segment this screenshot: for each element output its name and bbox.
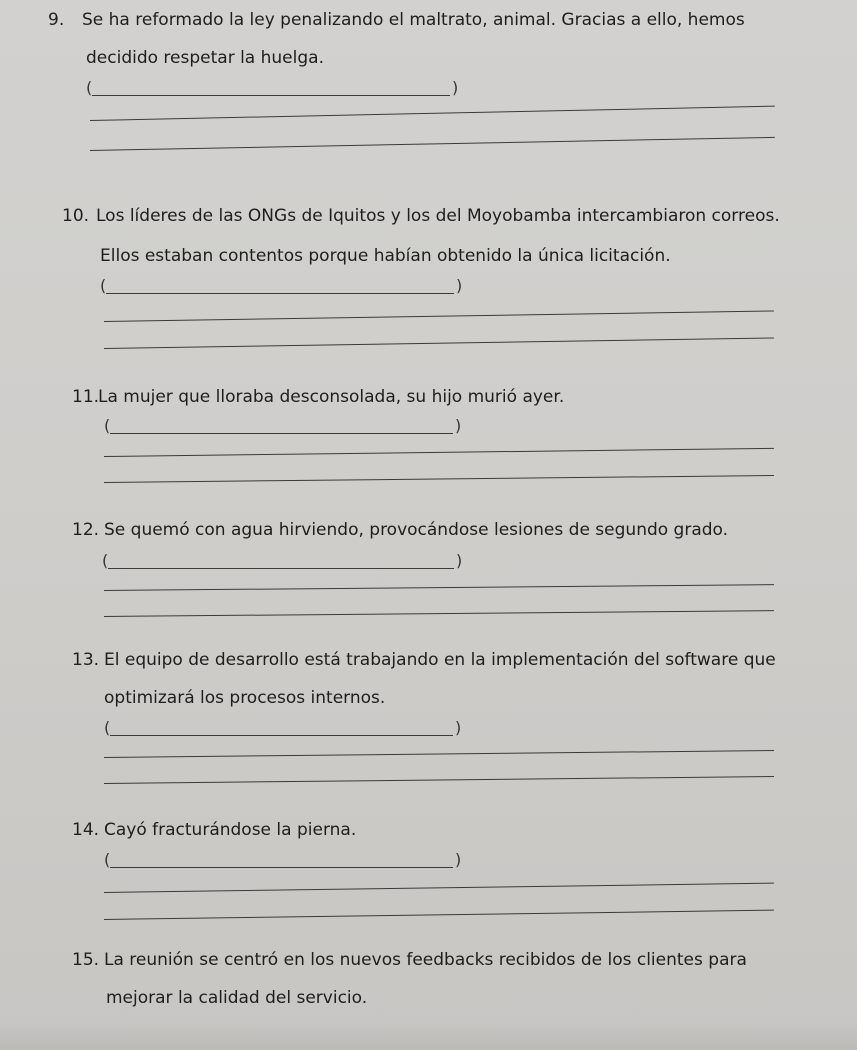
exercise-9-answer-line-2[interactable]: [90, 137, 775, 151]
open-paren: (: [104, 416, 111, 435]
exercise-13-line-1: El equipo de desarrollo está trabajando en la implementación del software que: [104, 650, 776, 670]
exercise-13-answer-line-2[interactable]: [104, 776, 774, 784]
exercise-10-line-1: Los líderes de las ONGs de Iquitos y los del Moyobamba intercambiaron correos.: [96, 206, 780, 226]
close-paren: ): [455, 850, 462, 869]
exercise-14-line-1: Cayó fracturándose la pierna.: [104, 820, 357, 840]
exercise-10-number: 10.: [62, 206, 90, 226]
exercise-9-answer-line-1[interactable]: [90, 106, 775, 121]
exercise-9-bracket-answer[interactable]: [86, 80, 466, 100]
exercise-13-number: 13.: [72, 650, 100, 670]
exercise-12-number: 12.: [72, 520, 100, 540]
close-paren: ): [456, 276, 463, 295]
exercise-11-number: 11.: [72, 387, 100, 407]
exercise-11-bracket-answer[interactable]: [104, 418, 469, 438]
exercise-14-number: 14.: [72, 820, 100, 840]
bracket-blank: [110, 867, 453, 868]
bracket-blank: [108, 568, 454, 569]
bracket-blank: [110, 735, 453, 736]
exercise-13-answer-line-1[interactable]: [104, 750, 774, 758]
exercise-12-answer-line-2[interactable]: [104, 610, 774, 617]
close-paren: ): [456, 551, 463, 570]
exercise-11-line-1: La mujer que lloraba desconsolada, su hijo murió ayer.: [98, 387, 565, 407]
bracket-blank: [110, 433, 453, 434]
exercise-15-line-1: La reunión se centró en los nuevos feedbacks recibidos de los clientes para: [104, 950, 747, 970]
exercise-12-bracket-answer[interactable]: [102, 553, 470, 573]
exercise-14-answer-line-1[interactable]: [104, 883, 774, 893]
exercise-10-answer-line-2[interactable]: [104, 337, 774, 349]
exercise-9-line-1: Se ha reformado la ley penalizando el maltrato, animal. Gracias a ello, hemos: [82, 10, 745, 30]
exercise-9-line-2: decidido respetar la huelga.: [86, 48, 324, 68]
exercise-10-bracket-answer[interactable]: [100, 278, 470, 298]
close-paren: ): [455, 416, 462, 435]
exercise-14-answer-line-2[interactable]: [104, 910, 774, 920]
open-paren: (: [86, 78, 93, 97]
open-paren: (: [102, 551, 109, 570]
open-paren: (: [104, 718, 111, 737]
open-paren: (: [104, 850, 111, 869]
exercise-15-number: 15.: [72, 950, 100, 970]
exercise-12-line-1: Se quemó con agua hirviendo, provocándose lesiones de segundo grado.: [104, 520, 729, 540]
close-paren: ): [455, 718, 462, 737]
exercise-10-answer-line-1[interactable]: [104, 310, 774, 322]
open-paren: (: [100, 276, 107, 295]
bracket-blank: [106, 293, 454, 294]
close-paren: ): [452, 78, 459, 97]
exercise-9-number: 9.: [48, 10, 65, 30]
page-shadow: [0, 1020, 857, 1050]
exercise-13-line-2: optimizará los procesos internos.: [104, 688, 386, 708]
exercise-10-line-2: Ellos estaban contentos porque habían obtenido la única licitación.: [100, 246, 671, 266]
exercise-11-answer-line-2[interactable]: [104, 475, 774, 483]
bracket-blank: [92, 95, 450, 96]
exercise-12-answer-line-1[interactable]: [104, 584, 774, 591]
exercise-13-bracket-answer[interactable]: [104, 720, 469, 740]
exercise-14-bracket-answer[interactable]: [104, 852, 469, 872]
exercise-11-answer-line-1[interactable]: [104, 448, 774, 457]
exercise-15-line-2: mejorar la calidad del servicio.: [106, 988, 368, 1008]
